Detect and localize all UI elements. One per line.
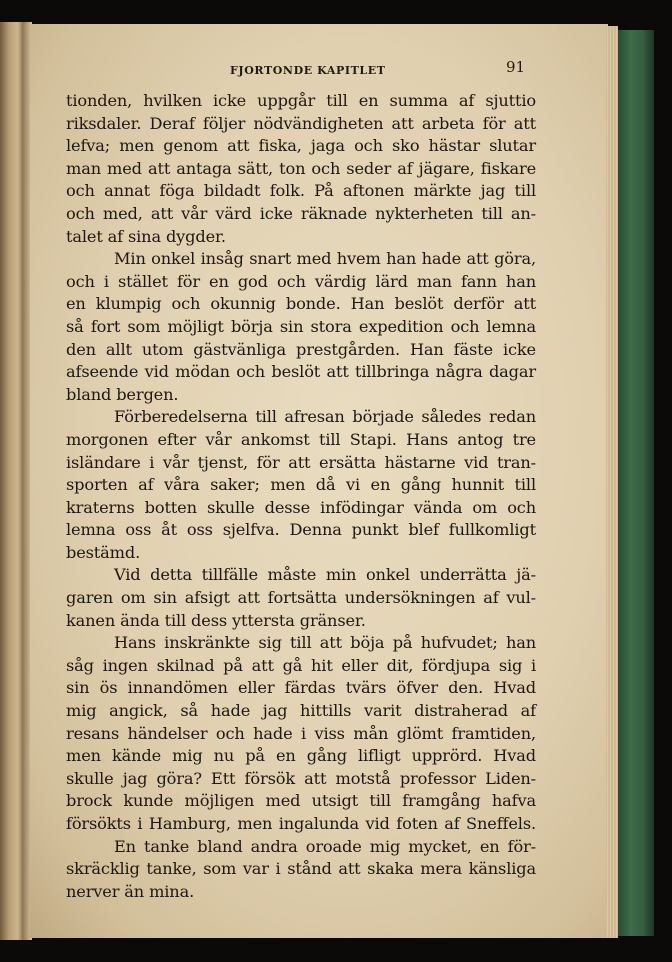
text-line: skulle jag göra? Ett försök att motstå professor Liden- [66, 768, 536, 788]
text-line: Min onkel insåg snart med hvem han hade att göra, [114, 249, 536, 269]
text-line: brock kunde möjligen med utsigt till framgång hafva [66, 791, 536, 811]
text-line: man med att antaga sätt, ton och seder af jägare, fiskare [66, 158, 536, 178]
text-line: talet af sina dygder. [66, 226, 226, 246]
text-line: den allt utom gästvänliga prestgården. Han fäste icke [66, 339, 536, 359]
body-text [66, 90, 536, 903]
text-line: tionden, hvilken icke uppgår till en summa af sjuttio [66, 91, 536, 110]
text-line: sin ös innandömen eller färdas tvärs öfver den. Hvad [66, 678, 536, 698]
text-line: såg ingen skilnad på att gå hit eller dit, fördjupa sig i [66, 655, 536, 675]
running-title: FJORTONDE KAPITLET [230, 64, 386, 77]
text-line: morgonen efter vår ankomst till Stapi. Hans antog tre [66, 429, 536, 449]
text-line: bestämd. [66, 542, 141, 562]
page-number: 91 [506, 58, 526, 76]
book-cover-edge [618, 30, 654, 936]
text-line: men kände mig nu på en gång lifligt upprörd. Hvad [66, 746, 536, 766]
text-line: kraterns botten skulle desse infödingar vända om och [66, 497, 536, 517]
text-line: kanen ända till dess yttersta gränser. [66, 610, 366, 630]
facing-page-edge [0, 22, 22, 940]
text-line: isländare i vår tjenst, för att ersätta hästarne vid tran- [66, 452, 536, 472]
text-line: mig angick, så hade jag hittills varit distraherad af [66, 701, 536, 721]
text-line: Hans inskränkte sig till att böja på hufvudet; han [114, 633, 536, 653]
text-line: nerver än mina. [66, 881, 195, 901]
text-line: så fort som möjligt börja sin stora expedition och lemna [66, 316, 536, 336]
text-line: sporten af våra saker; men då vi en gång hunnit till [66, 475, 536, 495]
text-line: en klumpig och okunnig bonde. Han beslöt derför att [66, 294, 536, 314]
text-line: garen om sin afsigt att fortsätta undersökningen af vul- [66, 588, 536, 608]
text-line: försökts i Hamburg, men ingalunda vid foten af Sneffels. [66, 814, 536, 833]
page-header [40, 58, 540, 84]
text-line: afseende vid mödan och beslöt att tillbringa några dagar [66, 362, 536, 382]
text-line: lemna oss åt oss sjelfva. Denna punkt blef fullkomligt [66, 520, 536, 540]
text-line: En tanke bland andra oroade mig mycket, en för- [114, 836, 536, 856]
text-line: riksdaler. Deraf följer nödvändigheten att arbeta för att [66, 113, 536, 133]
text-line: lefva; men genom att fiska, jaga och sko hästar slutar [66, 136, 536, 156]
text-line: Vid detta tillfälle måste min onkel underrätta jä- [114, 565, 536, 585]
text-line: och annat föga bildadt folk. På aftonen märkte jag till [66, 181, 536, 201]
text-line: skräcklig tanke, som var i stånd att skaka mera känsliga [66, 859, 536, 879]
page-edges [606, 26, 618, 938]
text-line: och med, att vår värd icke räknade nykterheten till an- [66, 203, 536, 223]
text-line: resans händelser och hade i viss mån glömt framtiden, [66, 723, 536, 743]
text-line: Förberedelserna till afresan började således redan [114, 407, 536, 427]
text-line: och i stället för en god och värdig lärd man fann han [66, 271, 536, 291]
text-line: bland bergen. [66, 384, 179, 404]
